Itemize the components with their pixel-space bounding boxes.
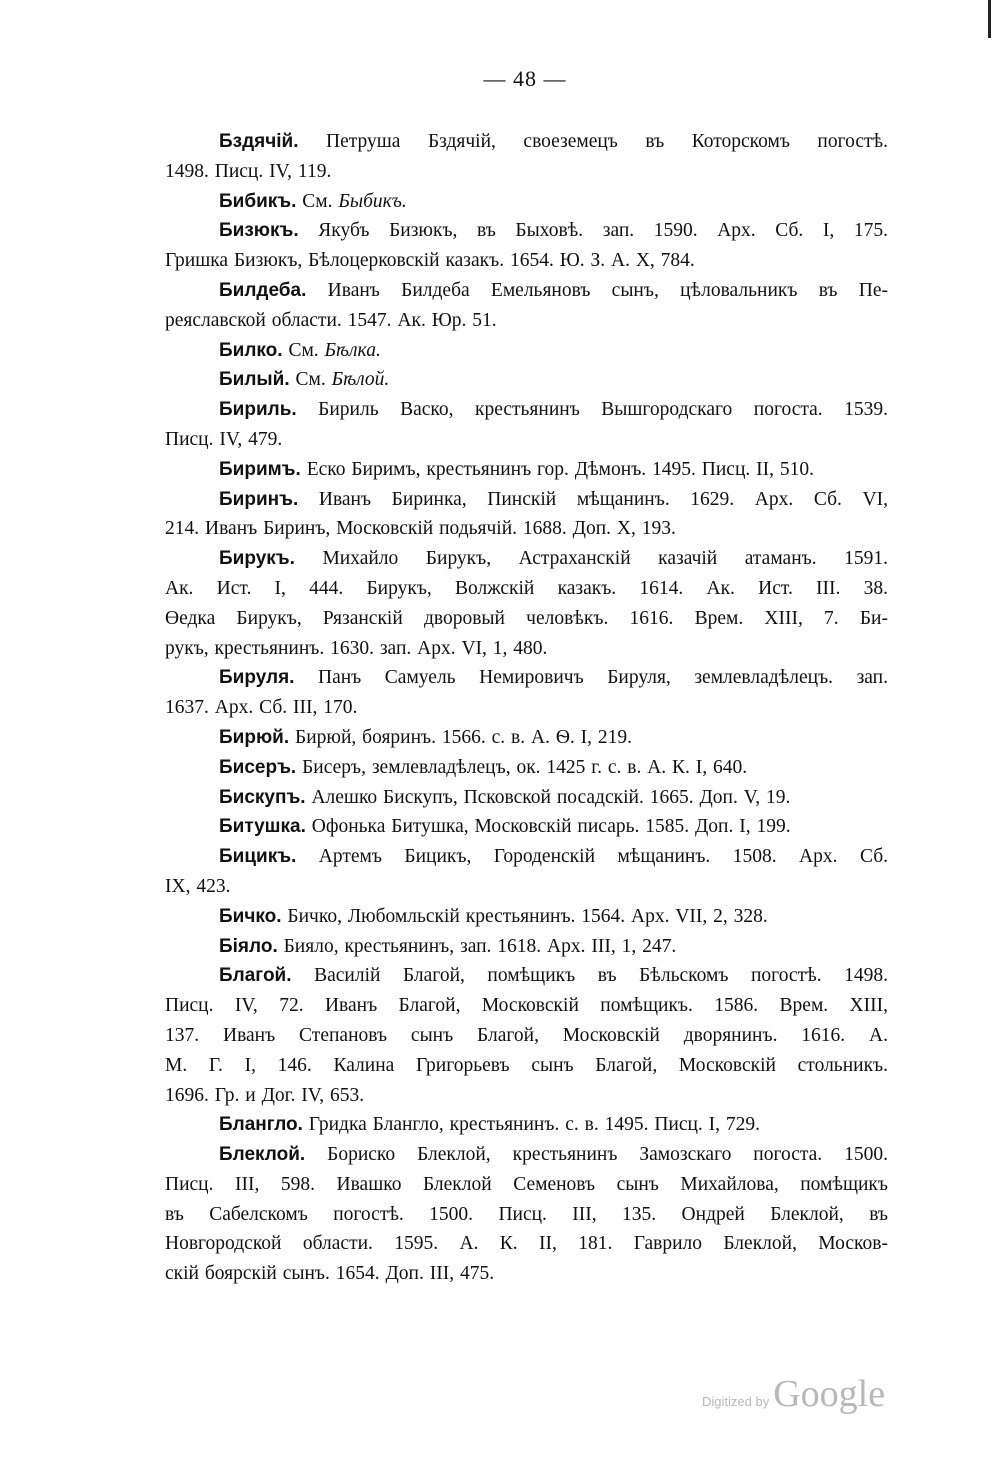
- entry-headword: Благой.: [219, 965, 292, 987]
- entry-text: Өедка Бирукъ, Рязанскій дворовый человѣкъ. 1616. Врем. XIII, 7. Би-: [165, 607, 888, 629]
- entry-line: [165, 663, 888, 693]
- dictionary-entry: [165, 544, 888, 663]
- entry-text: Иванъ Биринка, Пинскій мѣщанинъ. 1629. Арх. Сб. VI,: [318, 488, 888, 510]
- dictionary-entry: [165, 336, 888, 366]
- entry-text: 137. Иванъ Степановъ сынъ Благой, Московскій дворянинъ. 1616. А.: [165, 1024, 888, 1046]
- entry-line: [165, 187, 888, 217]
- entry-text: Бирюй, бояринъ. 1566. с. в. А. Ѳ. I, 219.: [295, 726, 633, 748]
- entry-line: [165, 127, 888, 157]
- entry-line: [165, 1140, 888, 1170]
- entry-line: [165, 812, 888, 842]
- dictionary-entry: [165, 812, 888, 842]
- entry-text: Петруша Бздячій, своеземецъ въ Которскомъ погостѣ.: [326, 131, 888, 152]
- entry-line: [165, 157, 888, 187]
- dictionary-entry: [165, 187, 888, 217]
- dictionary-entry: [165, 842, 888, 902]
- entry-headword: Бисеръ.: [219, 756, 297, 778]
- entry-text: Новгородской области. 1595. А. К. II, 181. Гаврило Блеклой, Москов-: [165, 1233, 888, 1255]
- entry-text: IX, 423.: [165, 875, 231, 897]
- entry-text: Еско Биримъ, крестьянинъ гор. Дѣмонъ. 1495. Писц. II, 510.: [306, 458, 815, 480]
- entry-line: [165, 246, 888, 276]
- dictionary-entry: [165, 663, 888, 723]
- cross-reference: Быбикъ.: [338, 190, 407, 212]
- entry-line: [165, 753, 888, 783]
- entry-headword: Биринъ.: [219, 488, 299, 510]
- scan-edge-mark: [988, 0, 991, 38]
- dictionary-entry: [165, 961, 888, 1110]
- cross-reference: Бѣлка.: [324, 339, 381, 361]
- entry-line: [165, 842, 888, 872]
- entry-line: [165, 872, 888, 902]
- entry-text: Бияло, крестьянинъ, зап. 1618. Арх. III, 1, 247.: [283, 935, 677, 957]
- entry-text: 1637. Арх. Сб. III, 170.: [165, 697, 358, 719]
- entry-headword: Билый.: [219, 369, 290, 391]
- entry-text: 214. Иванъ Биринъ, Московскій подьячій. 1688. Доп. X, 193.: [165, 518, 676, 540]
- dictionary-entry: [165, 783, 888, 813]
- entry-headword: Бичко.: [219, 905, 282, 927]
- entry-text: Гришка Бизюкъ, Бѣлоцерковскій казакъ. 1654. Ю. З. А. X, 784.: [165, 250, 695, 272]
- dictionary-entry: [165, 395, 888, 455]
- entry-headword: Биримъ.: [219, 458, 301, 480]
- entry-text: 1498. Писц. IV, 119.: [165, 160, 332, 182]
- entry-line: [165, 574, 888, 604]
- watermark-small-text: Digitized by: [702, 1394, 770, 1409]
- entry-text: Бисеръ, землевладѣлецъ, ок. 1425 г. с. в. А. К. I, 640.: [302, 756, 748, 778]
- entry-headword: Бибикъ.: [219, 190, 297, 212]
- entry-headword: Бируля.: [219, 667, 295, 689]
- dictionary-entry: [165, 485, 888, 545]
- entry-line: [165, 1081, 888, 1111]
- entry-line: [165, 485, 888, 515]
- entry-text: М. Г. I, 146. Калина Григорьевъ сынъ Благой, Московскій стольникъ.: [165, 1054, 888, 1076]
- entry-text: См.: [302, 190, 333, 212]
- entry-line: [165, 723, 888, 753]
- entry-line: [165, 276, 888, 306]
- dictionary-entry: [165, 753, 888, 783]
- entry-headword: Бирюй.: [219, 726, 290, 748]
- dictionary-entry: [165, 216, 888, 276]
- entry-line: [165, 604, 888, 634]
- dictionary-entry: [165, 1140, 888, 1289]
- entry-line: [165, 961, 888, 991]
- entry-headword: Бирукъ.: [219, 548, 295, 570]
- entry-headword: Бискупъ.: [219, 786, 306, 808]
- page-number: — 48 —: [483, 66, 567, 91]
- entry-text: 1696. Гр. и Дог. IV, 653.: [165, 1084, 365, 1106]
- entry-headword: Блангло.: [219, 1114, 303, 1136]
- dictionary-entry: [165, 455, 888, 485]
- entry-line: [165, 1259, 888, 1289]
- entry-text: Якубъ Бизюкъ, въ Быховѣ. зап. 1590. Арх. Сб. I, 175.: [318, 220, 888, 242]
- entry-line: [165, 425, 888, 455]
- entry-text: Офонька Битушка, Московскій писарь. 1585. Доп. I, 199.: [311, 816, 791, 838]
- entry-headword: Билдеба.: [219, 279, 307, 301]
- entry-line: [165, 1200, 888, 1230]
- dictionary-entry: [165, 127, 888, 187]
- entry-text: реяславской области. 1547. Ак. Юр. 51.: [165, 309, 497, 331]
- entry-text: Бориско Блеклой, крестьянинъ Замозскаго погоста. 1500.: [327, 1144, 888, 1166]
- entry-text: Гридка Блангло, крестьянинъ. с. в. 1495. Писц. I, 729.: [308, 1114, 761, 1136]
- cross-reference: Бѣлой.: [331, 369, 390, 391]
- entry-line: [165, 216, 888, 246]
- dictionary-entry: [165, 723, 888, 753]
- dictionary-text: [165, 127, 888, 1289]
- dictionary-entry: [165, 276, 888, 336]
- entry-text: Панъ Самуель Немировичъ Бируля, землевладѣлецъ. зап.: [318, 667, 888, 689]
- dictionary-entry: [165, 932, 888, 962]
- entry-text: скій боярскій сынъ. 1654. Доп. III, 475.: [165, 1263, 495, 1285]
- entry-text: рукъ, крестьянинъ. 1630. зап. Арх. VI, 1, 480.: [165, 637, 548, 659]
- entry-line: [165, 455, 888, 485]
- watermark-logo-text: Google: [773, 1373, 886, 1415]
- entry-text: въ Сабелскомъ погостѣ. 1500. Писц. III, 135. Ондрей Блеклой, въ: [165, 1203, 888, 1225]
- entry-text: Писц. IV, 72. Иванъ Благой, Московскій помѣщикъ. 1586. Врем. XIII,: [165, 995, 888, 1017]
- dictionary-entry: [165, 902, 888, 932]
- dictionary-entry: [165, 1110, 888, 1140]
- entry-headword: Бицикъ.: [219, 846, 297, 868]
- entry-line: [165, 544, 888, 574]
- entry-text: Писц. IV, 479.: [165, 428, 283, 450]
- entry-line: [165, 1229, 888, 1259]
- entry-text: Иванъ Билдеба Емельяновъ сынъ, цѣловальникъ въ Пе-: [327, 279, 889, 301]
- entry-headword: Битушка.: [219, 816, 306, 838]
- entry-line: [165, 1051, 888, 1081]
- entry-text: Алешко Бискупъ, Псковской посадскій. 1665. Доп. V, 19.: [311, 786, 791, 808]
- entry-line: [165, 693, 888, 723]
- entry-line: [165, 336, 888, 366]
- entry-headword: Бздячій.: [219, 131, 299, 152]
- entry-text: Михайло Бирукъ, Астраханскій казачій атаманъ. 1591.: [322, 548, 888, 570]
- entry-headword: Бизюкъ.: [219, 220, 299, 242]
- entry-line: [165, 365, 888, 395]
- entry-line: [165, 991, 888, 1021]
- entry-text: Бичко, Любомльскій крестьянинъ. 1564. Арх. VII, 2, 328.: [287, 905, 768, 927]
- entry-text: См.: [295, 369, 326, 391]
- entry-text: Василій Благой, помѣщикъ въ Бѣльскомъ погостѣ. 1498.: [314, 965, 889, 987]
- entry-line: [165, 395, 888, 425]
- entry-line: [165, 783, 888, 813]
- digitized-by-google-watermark: [702, 1372, 885, 1416]
- entry-text: См.: [288, 339, 319, 361]
- entry-line: [165, 1170, 888, 1200]
- entry-headword: Бириль.: [219, 399, 297, 421]
- entry-line: [165, 902, 888, 932]
- entry-text: Бириль Васко, крестьянинъ Вышгородскаго погоста. 1539.: [318, 399, 889, 421]
- entry-headword: Билко.: [219, 339, 283, 361]
- entry-line: [165, 514, 888, 544]
- dictionary-entry: [165, 365, 888, 395]
- entry-line: [165, 1021, 888, 1051]
- entry-headword: Біяло.: [219, 935, 278, 957]
- entry-headword: Блеклой.: [219, 1144, 306, 1166]
- entry-text: Писц. III, 598. Ивашко Блеклой Семеновъ сынъ Михайлова, помѣщикъ: [165, 1173, 888, 1195]
- entry-text: Артемъ Бицикъ, Городенскій мѣщанинъ. 1508. Арх. Сб.: [318, 846, 888, 868]
- entry-line: [165, 634, 888, 664]
- entry-text: Ак. Ист. I, 444. Бирукъ, Волжскій казакъ. 1614. Ак. Ист. III. 38.: [165, 577, 888, 599]
- entry-line: [165, 306, 888, 336]
- entry-line: [165, 1110, 888, 1140]
- entry-line: [165, 932, 888, 962]
